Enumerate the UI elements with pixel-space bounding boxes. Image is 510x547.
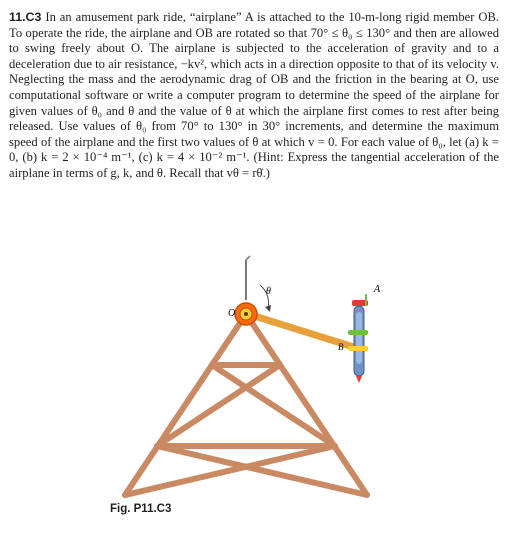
label-a: A — [374, 284, 381, 295]
figure-caption: Fig. P11.C3 — [110, 503, 172, 515]
label-theta: θ — [266, 286, 271, 297]
theta-arrowhead — [265, 305, 271, 312]
support-pole-top — [246, 256, 250, 260]
airplane — [348, 294, 368, 383]
hub-center — [244, 312, 248, 316]
problem-text: In an amusement park ride, “airplane” A is attached to the 10-m-long rigid member OB. To operate the ride, the airplane and OB are rotated so that 70° ≤ θ₀ ≤ 130° and then are allowed to swing freely about O. The airplane is subjected to the acceleration of gravity and to a deceleration due to air resistance, −kv², which acts in a direction opposite to that of its velocity v. Neglecting the mass and the aerodynamic drag of OB and the friction in the bearing at O, use computational software or write a computer program to determine the speed of the airplane for given values of θ₀ and θ and the value of θ at which the airplane first comes to rest after being released. Use values of θ₀ from 70° to 130° in 30° increments, and determine the maximum speed of the airplane and the first two values of θ at which v = 0. For each value of θ₀, let (a) k = 0, (b) k = 2 × 10⁻⁴ m⁻¹, (c) k = 4 × 10⁻² m⁻¹. (Hint: Express the tangential acceleration of the airplane in terms of g, k, and θ. Recall that vθ = rθ̇.) — [9, 10, 499, 180]
amusement-ride-figure — [0, 250, 510, 530]
label-o: O — [228, 308, 236, 319]
problem-statement — [9, 10, 499, 182]
label-b: B — [338, 342, 344, 352]
problem-number: 11.C3 — [9, 10, 42, 24]
